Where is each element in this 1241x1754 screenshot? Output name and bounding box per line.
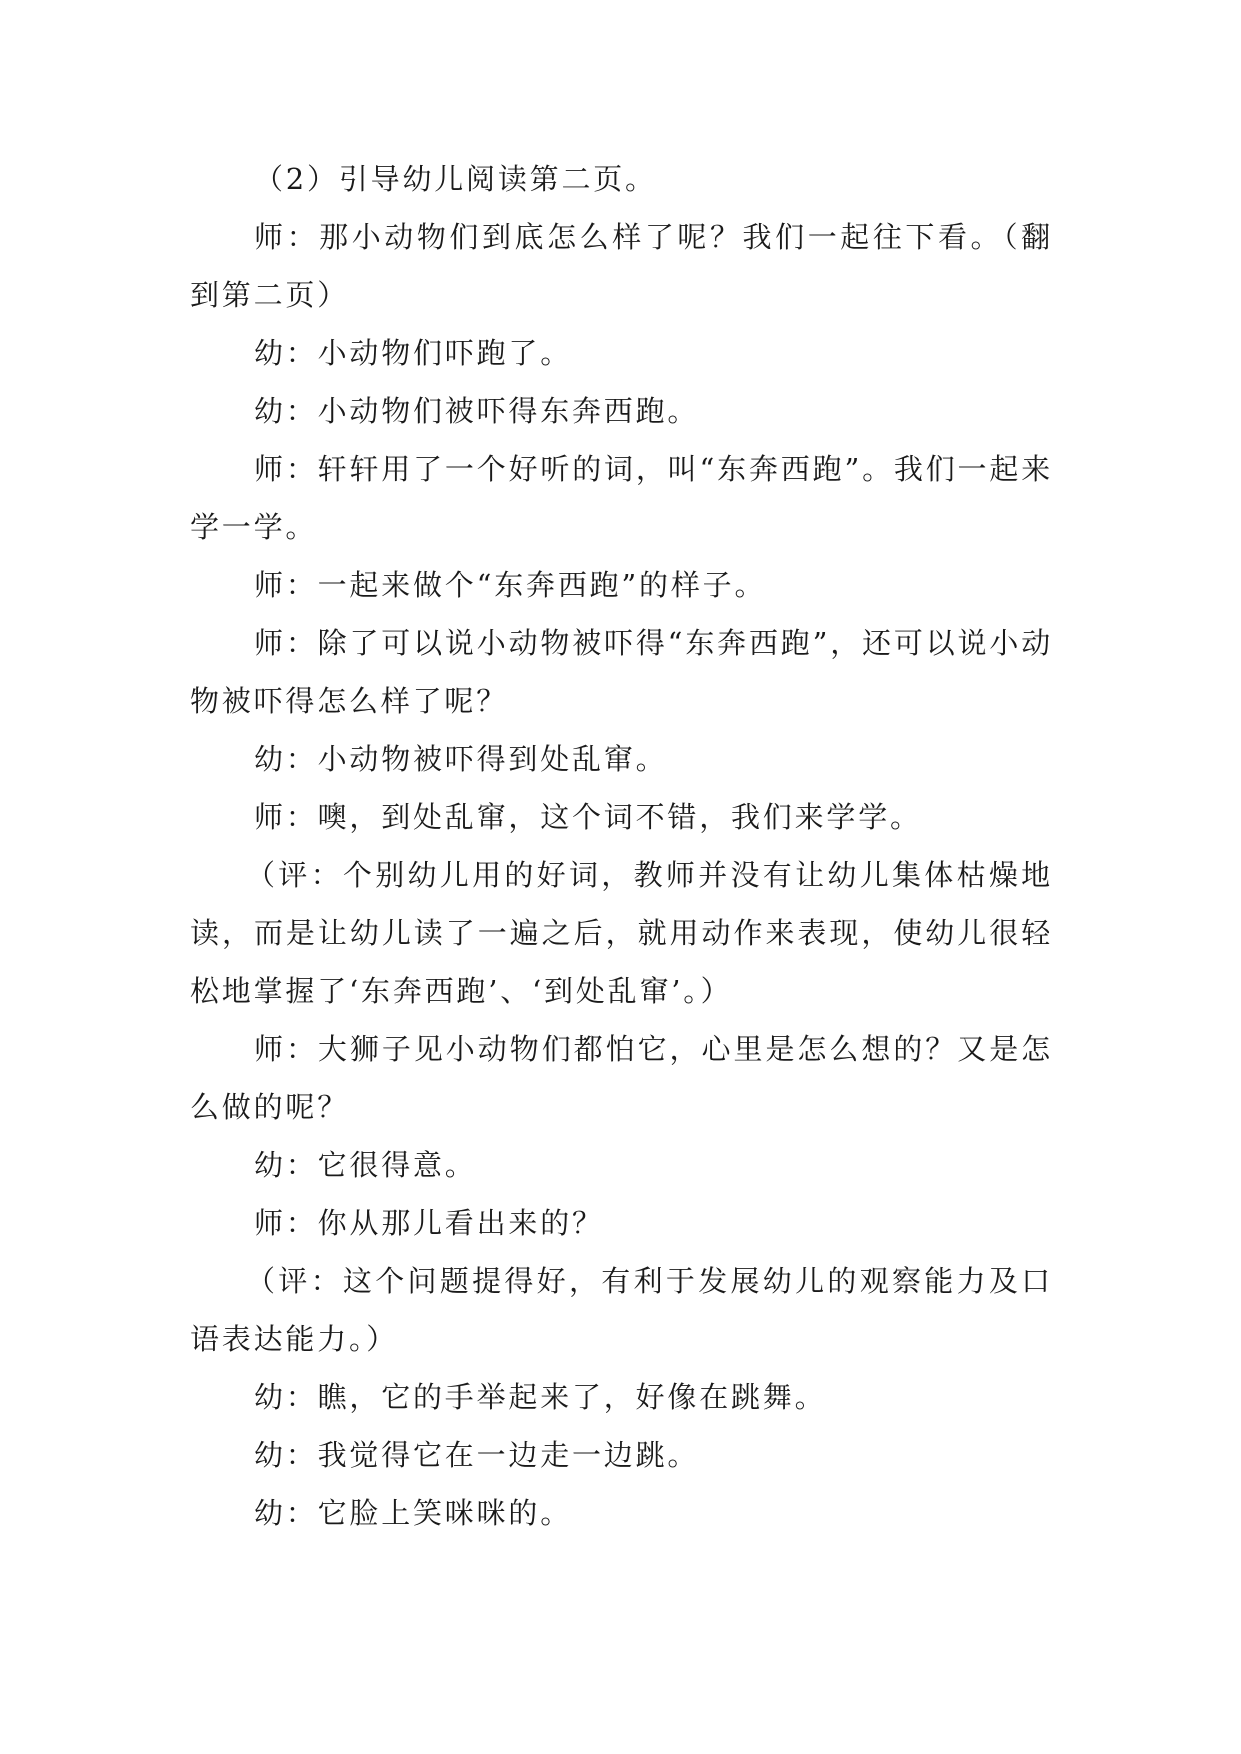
commentary-note: （评：这个问题提得好，有利于发展幼儿的观察能力及口语表达能力。）: [190, 1264, 1053, 1356]
paragraph: 幼：小动物们吓跑了。: [254, 336, 573, 370]
paragraph: 师：你从那儿看出来的？: [254, 1206, 604, 1240]
paragraph: 幼：瞧，它的手举起来了，好像在跳舞。: [254, 1380, 827, 1414]
paragraph: 师：除了可以说小动物被吓得“东奔西跑”，还可以说小动物被吓得怎么样了呢？: [190, 626, 1053, 718]
paragraph: 幼：小动物们被吓得东奔西跑。: [254, 394, 700, 428]
paragraph: 幼：它很得意。: [254, 1148, 477, 1182]
commentary-note: （评：个别幼儿用的好词，教师并没有让幼儿集体枯燥地读，而是让幼儿读了一遍之后，就用动作来表现，使幼儿很轻松地掌握了‘东奔西跑’、‘到处乱窜’。）: [190, 858, 1053, 1008]
paragraph: 幼：小动物被吓得到处乱窜。: [254, 742, 668, 776]
paragraph: 幼：我觉得它在一边走一边跳。: [254, 1438, 700, 1472]
paragraph: 师：那小动物们到底怎么样了呢？我们一起往下看。（翻到第二页）: [190, 220, 1053, 312]
paragraph: 师：轩轩用了一个好听的词，叫“东奔西跑”。我们一起来学一学。: [190, 452, 1053, 544]
paragraph: 师：一起来做个“东奔西跑”的样子。: [254, 568, 767, 602]
paragraph: 师：噢，到处乱窜，这个词不错，我们来学学。: [254, 800, 922, 834]
paragraph: 师：大狮子见小动物们都怕它，心里是怎么想的？又是怎么做的呢？: [190, 1032, 1053, 1124]
paragraph-heading: （2）引导幼儿阅读第二页。: [254, 162, 657, 196]
document-page: [190, 150, 1053, 1542]
paragraph: 幼：它脸上笑咪咪的。: [254, 1496, 573, 1530]
